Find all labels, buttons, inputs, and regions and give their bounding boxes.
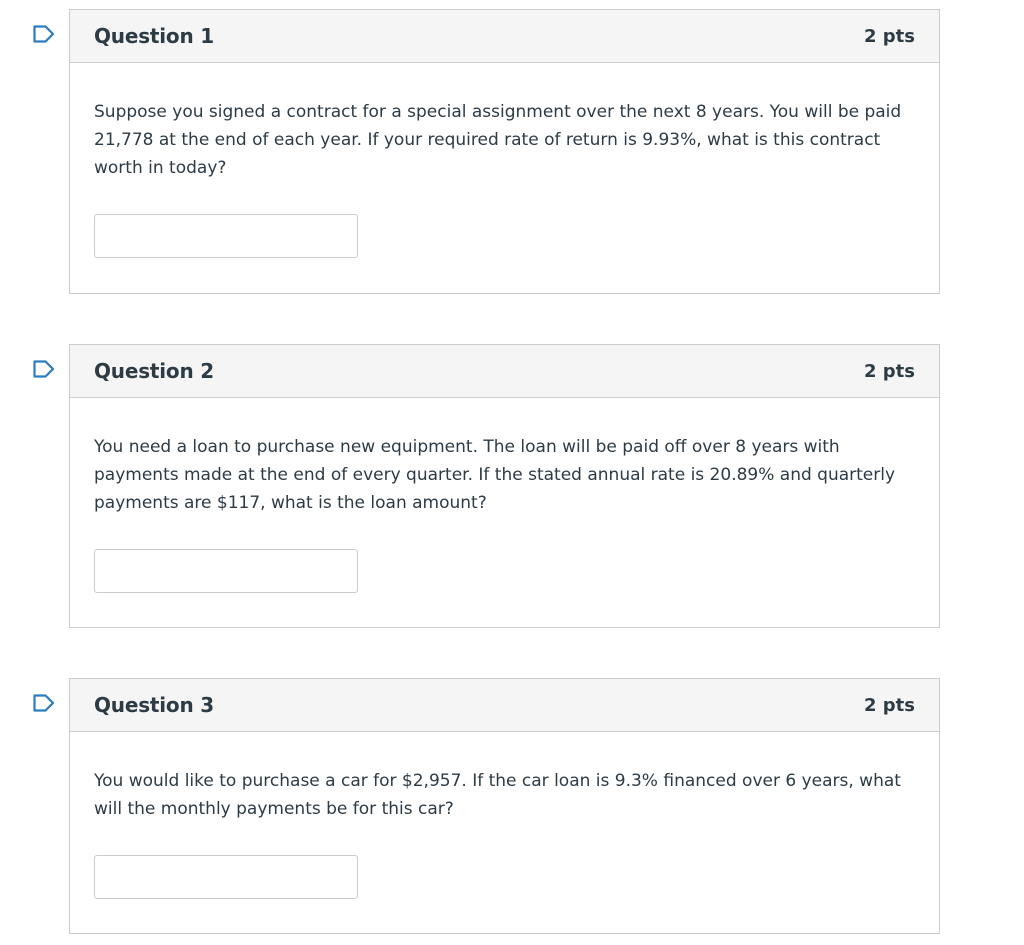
question-points: 2 pts	[864, 25, 915, 47]
answer-input[interactable]	[94, 855, 358, 899]
question-header	[70, 10, 939, 63]
question-card-3	[69, 678, 940, 934]
question-header	[70, 345, 939, 398]
question-points: 2 pts	[864, 694, 915, 716]
flag-question-icon[interactable]	[33, 25, 55, 43]
answer-input[interactable]	[94, 214, 358, 258]
question-body	[70, 398, 939, 593]
question-card-2	[69, 344, 940, 628]
question-body	[70, 63, 939, 258]
question-title: Question 3	[94, 693, 214, 717]
question-body	[70, 732, 939, 899]
question-title: Question 2	[94, 359, 214, 383]
question-header	[70, 679, 939, 732]
question-text: You need a loan to purchase new equipment. The loan will be paid off over 8 years with payments made at the end of every quarter. If the stated annual rate is 20.89% and quarterly payments are $117, what is the loan amount?	[94, 437, 896, 513]
answer-input[interactable]	[94, 549, 358, 593]
question-points: 2 pts	[864, 360, 915, 382]
question-text: You would like to purchase a car for $2,957. If the car loan is 9.3% financed over 6 years, what will the monthly payments be for this car?	[94, 771, 901, 819]
question-card-1	[69, 9, 940, 294]
flag-question-icon[interactable]	[33, 694, 55, 712]
question-text: Suppose you signed a contract for a special assignment over the next 8 years. You will be paid 21,778 at the end of each year. If your required rate of return is 9.93%, what is this contract worth in today?	[94, 102, 902, 178]
flag-question-icon[interactable]	[33, 360, 55, 378]
question-title: Question 1	[94, 24, 214, 48]
